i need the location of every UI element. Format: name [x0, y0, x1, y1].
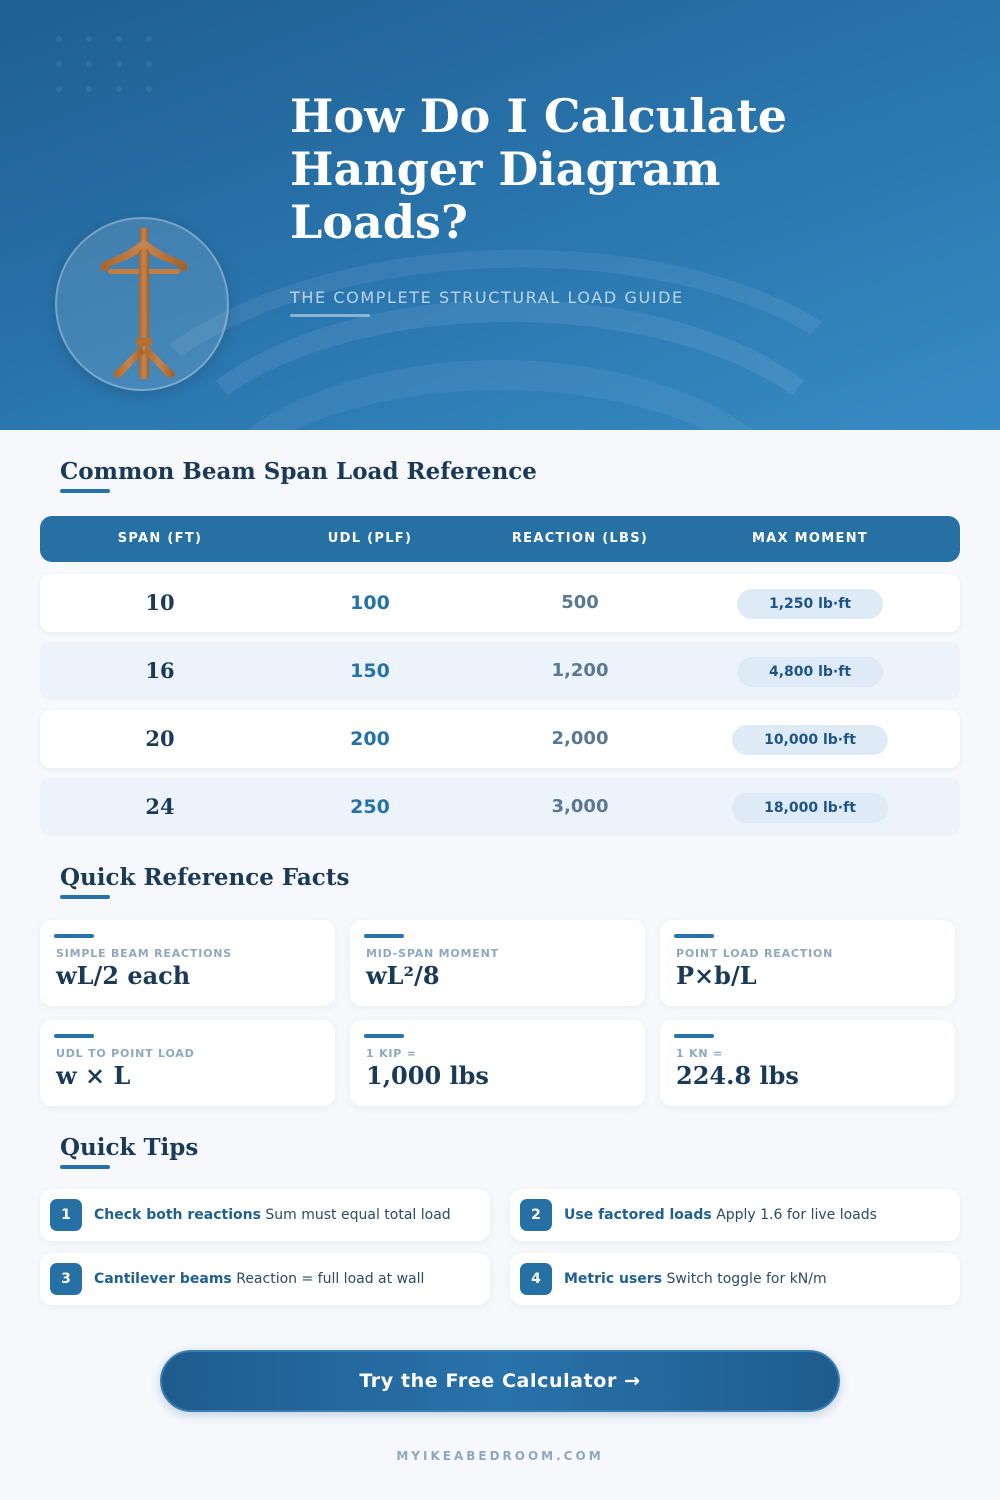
cell-max-moment [700, 574, 920, 632]
tip-text [94, 1253, 424, 1305]
fact-label: MID-SPAN MOMENT [366, 947, 499, 960]
try-calculator-button[interactable]: Try the Free Calculator → [160, 1350, 840, 1412]
tip-text [564, 1189, 877, 1241]
fact-label: SIMPLE BEAM REACTIONS [56, 947, 233, 960]
card-accent-bar [674, 1034, 714, 1038]
cell-span: 20 [145, 726, 175, 751]
fact-value: 224.8 lbs [676, 1061, 799, 1090]
fact-value: w × L [56, 1061, 131, 1090]
cell-reaction: 3,000 [551, 796, 609, 817]
fact-card-point-load-reaction [660, 920, 955, 1006]
fact-label: 1 KIP = [366, 1047, 417, 1060]
fact-card-kip-conversion [350, 1020, 645, 1106]
tip-number-badge: 1 [50, 1199, 82, 1231]
tip-number-badge: 2 [520, 1199, 552, 1231]
dot-pattern [56, 36, 156, 96]
cell-udl: 150 [350, 660, 390, 682]
cell-max-moment [700, 710, 920, 768]
table-section-title: Common Beam Span Load Reference [60, 458, 537, 485]
card-accent-bar [54, 934, 94, 938]
column-header-udl: UDL (PLF) [327, 531, 413, 546]
subtitle-underline [290, 314, 370, 317]
fact-value: wL²/8 [366, 961, 440, 990]
tip-body: Reaction = full load at wall [236, 1271, 425, 1287]
moment-badge: 4,800 lb·ft [737, 657, 883, 687]
fact-card-simple-beam-reactions [40, 920, 335, 1006]
tip-item [510, 1189, 960, 1241]
tip-text [94, 1189, 451, 1241]
tip-item [40, 1189, 490, 1241]
fact-label: POINT LOAD REACTION [676, 947, 834, 960]
cell-udl: 200 [350, 728, 390, 750]
fact-card-mid-span-moment [350, 920, 645, 1006]
tip-heading: Check both reactions [94, 1207, 261, 1223]
fact-card-kn-conversion [660, 1020, 955, 1106]
fact-value: P×b/L [676, 961, 757, 990]
tip-number-badge: 3 [50, 1263, 82, 1295]
valet-stand-hanger-icon [57, 219, 231, 393]
column-header-max-moment: MAX MOMENT [751, 531, 869, 546]
card-accent-bar [674, 934, 714, 938]
card-accent-bar [54, 1034, 94, 1038]
cell-span: 10 [145, 590, 175, 615]
page-subtitle: THE COMPLETE STRUCTURAL LOAD GUIDE [290, 288, 684, 307]
fact-value: wL/2 each [56, 961, 191, 990]
cell-reaction: 2,000 [551, 728, 609, 749]
cell-reaction: 1,200 [551, 660, 609, 681]
moment-badge: 10,000 lb·ft [732, 725, 888, 755]
table-row [40, 710, 960, 768]
table-header [40, 516, 960, 562]
table-row [40, 574, 960, 632]
tip-heading: Use factored loads [564, 1207, 712, 1223]
facts-section-title: Quick Reference Facts [60, 864, 350, 891]
hanger-icon-badge [55, 217, 229, 391]
fact-value: 1,000 lbs [366, 1061, 489, 1090]
fact-label: 1 KN = [676, 1047, 724, 1060]
tip-heading: Cantilever beams [94, 1271, 232, 1287]
tip-item [510, 1253, 960, 1305]
tip-body: Switch toggle for kN/m [666, 1271, 827, 1287]
card-accent-bar [364, 934, 404, 938]
tips-section-title: Quick Tips [60, 1134, 199, 1161]
cell-udl: 100 [350, 592, 390, 614]
cell-max-moment [700, 642, 920, 700]
tip-heading: Metric users [564, 1271, 663, 1287]
column-header-span: SPAN (FT) [117, 531, 203, 546]
table-row [40, 642, 960, 700]
page-title: How Do I Calculate Hanger Diagram Loads? [290, 89, 788, 249]
card-accent-bar [364, 1034, 404, 1038]
cell-span: 24 [145, 794, 175, 819]
tip-text [564, 1253, 827, 1305]
tip-item [40, 1253, 490, 1305]
cell-span: 16 [145, 658, 175, 683]
tip-body: Sum must equal total load [265, 1207, 451, 1223]
moment-badge: 18,000 lb·ft [732, 793, 888, 823]
moment-badge: 1,250 lb·ft [737, 589, 883, 619]
table-row [40, 778, 960, 836]
column-header-reaction: REACTION (LBS) [511, 531, 649, 546]
hero-banner [0, 0, 1000, 430]
cell-udl: 250 [350, 796, 390, 818]
section-underline [60, 1165, 110, 1169]
tip-number-badge: 4 [520, 1263, 552, 1295]
section-underline [60, 895, 110, 899]
tip-body: Apply 1.6 for live loads [716, 1207, 877, 1223]
section-underline [60, 489, 110, 493]
fact-card-udl-to-point-load [40, 1020, 335, 1106]
footer-site-link[interactable]: MYIKEABEDROOM.COM [396, 1449, 604, 1463]
fact-label: UDL TO POINT LOAD [56, 1047, 195, 1060]
cell-reaction: 500 [561, 592, 599, 613]
cell-max-moment [700, 778, 920, 836]
